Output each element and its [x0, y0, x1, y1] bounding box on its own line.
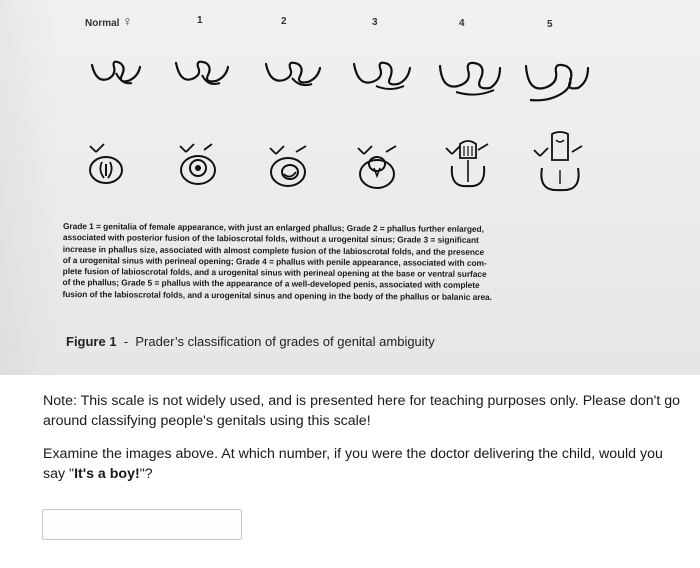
figure-label [66, 334, 435, 349]
caption-line: fusion of the labioscrotal folds, and a urogenital sinus and opening in the body of the phallus or balanic area. [62, 288, 493, 302]
grade-number-4: 4 [459, 18, 465, 29]
perineal-view-grade2-drawing [262, 140, 314, 190]
normal-text: Normal [85, 18, 120, 29]
caption-line: of the phallus; Grade 5 = phallus with the appearance of a well-developed penis, associated with complete [62, 277, 480, 291]
grade-number-2: 2 [281, 16, 287, 27]
normal-label [85, 13, 133, 29]
side-view-grade1-drawing [172, 55, 236, 93]
side-view-grade4-drawing [436, 56, 506, 100]
side-view-grade5-drawing [520, 56, 594, 104]
perineal-view-normal-drawing [84, 138, 130, 186]
figure-title: Prader’s classification of grades of genital ambiguity [135, 334, 435, 349]
figure-separator: - [123, 334, 129, 349]
answer-input[interactable] [42, 509, 242, 540]
caption-line: of a urogenital sinus with perineal opening; Grade 4 = phallus with penile appearance, associated with com- [62, 254, 487, 268]
figure-number: Figure 1 [66, 334, 117, 349]
question-prompt [43, 444, 683, 484]
question-prompt-start: Examine the images above. At which number, if you were the doctor delivering the child, would you say " [43, 446, 663, 482]
grade-number-3: 3 [372, 17, 378, 28]
perineal-view-grade5-drawing [530, 130, 590, 194]
female-symbol-icon: ♀ [122, 13, 133, 29]
question-prompt-end: "? [139, 466, 153, 482]
note-text: Note: This scale is not widely used, and is presented here for teaching purposes only. Please don't go around classifying people's genitals using this scale! [43, 393, 681, 429]
side-view-grade3-drawing [350, 56, 416, 96]
side-view-normal-drawing [88, 55, 150, 93]
caption-line: Grade 1 = genitalia of female appearance, with just an enlarged phallus; Grade 2 = phallus further enlarged, [62, 221, 484, 234]
side-view-grade2-drawing [262, 56, 326, 94]
caption-line: plete fusion of labioscrotal folds, and a urogenital sinus with perineal opening at the base or ventral surface [62, 266, 487, 280]
perineal-view-grade3-drawing [350, 140, 404, 192]
grade-number-1: 1 [197, 15, 203, 26]
perineal-view-grade1-drawing [172, 138, 222, 188]
photo-shadow [0, 0, 60, 375]
grade-number-5: 5 [547, 19, 553, 30]
caption-line: increase in phallus size, associated with almost complete fusion of the labioscrotal folds, and the presence [62, 243, 485, 257]
question-prompt-quote: It's a boy! [74, 466, 140, 482]
caption-line: associated with posterior fusion of the labioscrotal folds, without a urogenital sinus; Grade 3 = significant [62, 232, 479, 246]
figure-caption [62, 221, 603, 304]
perineal-view-grade4-drawing [440, 136, 496, 192]
